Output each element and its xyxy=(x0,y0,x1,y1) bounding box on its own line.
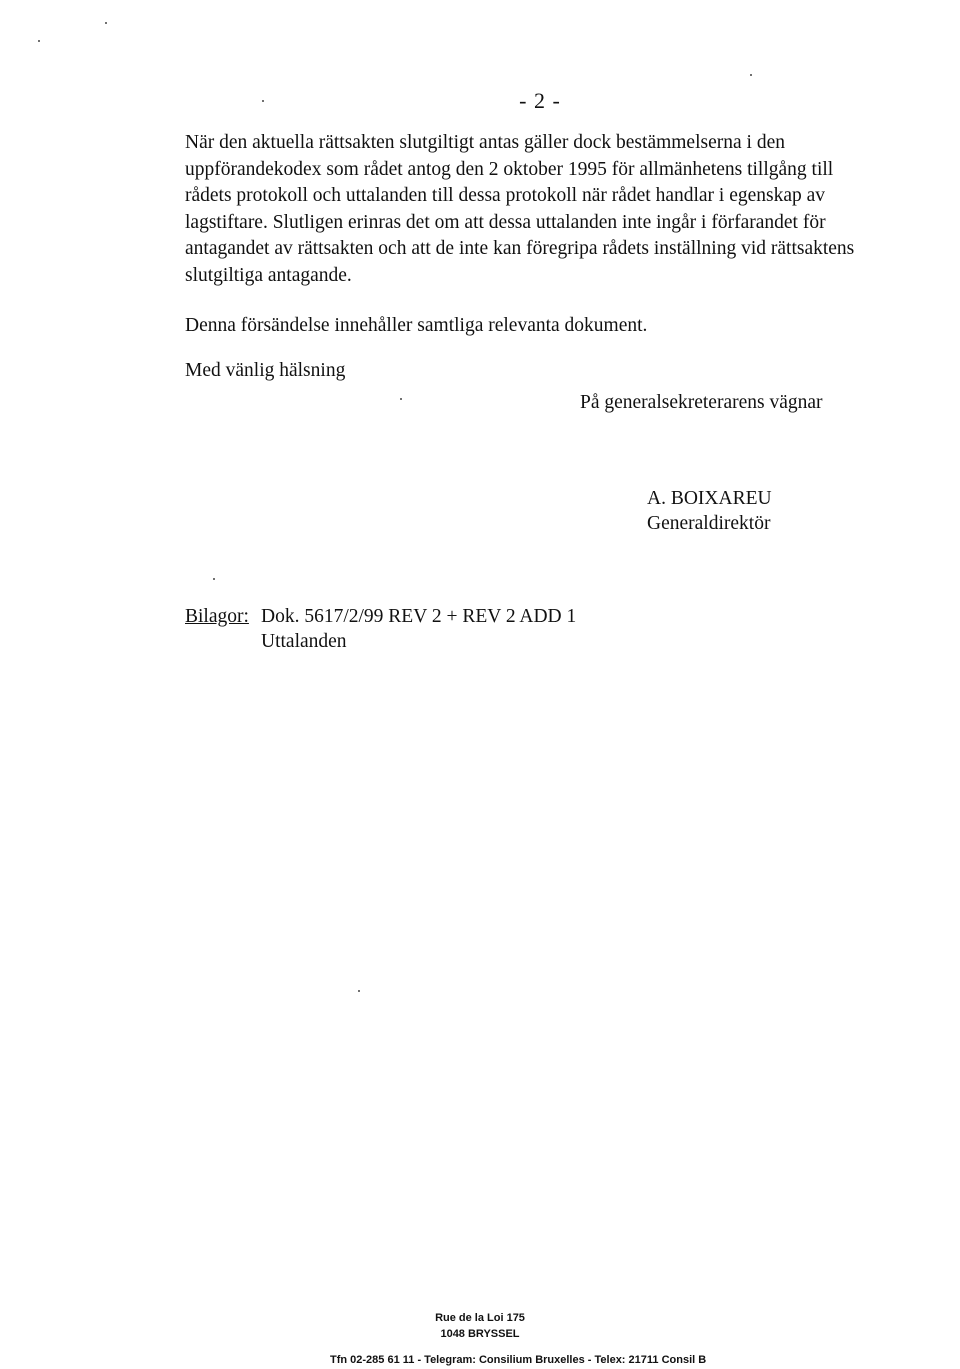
greeting: Med vänlig hälsning xyxy=(185,359,346,381)
annex-item: Uttalanden xyxy=(261,631,347,652)
footer-city: 1048 BRYSSEL xyxy=(440,1328,520,1340)
signatory-name: A. BOIXAREU xyxy=(647,488,772,509)
annex-label: Bilagor: xyxy=(185,606,249,627)
scan-speck xyxy=(750,74,752,76)
enclosure-note: Denna försändelse innehåller samtliga relevanta dokument. xyxy=(185,315,648,336)
signatory-title: Generaldirektör xyxy=(647,513,771,534)
signature-block xyxy=(647,486,772,536)
letter-footer xyxy=(0,1310,960,1366)
scan-speck xyxy=(262,100,264,102)
signoff-on-behalf: På generalsekreterarens vägnar xyxy=(580,392,823,413)
scan-speck xyxy=(358,990,360,992)
scan-speck xyxy=(213,578,215,580)
footer-contact: Tfn 02-285 61 11 - Telegram: Consilium Bruxelles - Telex: 21711 Consil B xyxy=(330,1354,707,1366)
scan-speck xyxy=(105,22,107,24)
footer-street: Rue de la Loi 175 xyxy=(435,1312,525,1324)
page-number: - 2 - xyxy=(519,88,561,113)
letter-body xyxy=(185,130,875,384)
annex-item: Dok. 5617/2/99 REV 2 + REV 2 ADD 1 xyxy=(261,606,577,627)
scan-speck xyxy=(400,398,402,400)
scan-speck xyxy=(38,40,40,42)
annex-list xyxy=(185,604,576,654)
main-paragraph: När den aktuella rättsakten slutgiltigt antas gäller dock bestämmelserna i den uppförandekodex som rådet antog den 2 oktober 1995 för allmänhetens tillgång till rådets protokoll och uttalanden till dessa protokoll när rådet handlar i egenskap av lagstiftare. Slutligen erinras det om att dessa uttalanden inte ingår i förfarandet för antagandet av rättsakten och att de inte kan föregripa rådets inställning vid rättsaktens slutgiltiga antagande. xyxy=(185,132,855,286)
